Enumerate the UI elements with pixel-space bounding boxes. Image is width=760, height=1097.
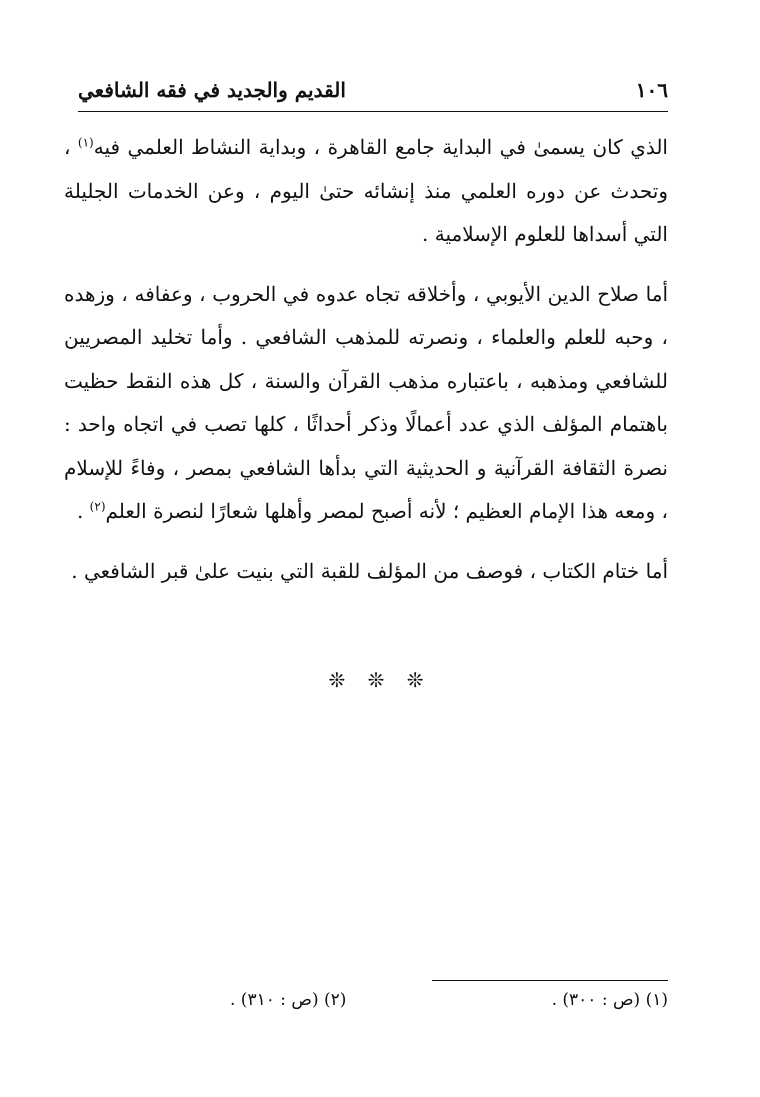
footnote-2: (٢) (ص : ٣١٠) . [230, 990, 347, 1010]
paragraph-1-text-a: الذي كان يسمىٰ في البداية جامع القاهرة ، وبداية النشاط العلمي فيه [93, 135, 668, 159]
paragraph-2-text-b: . [76, 499, 90, 523]
footnotes [230, 990, 668, 1010]
paragraph-2 [64, 273, 668, 534]
paragraph-2-text-a: أما صلاح الدين الأيوبي ، وأخلاقه تجاه عدوه في الحروب ، وعفافه ، وزهده ، وحبه للعلم والعلماء ، ونصرته للمذهب الشافعي . وأما تخليد المصريين للشافعي ومذهبه ، باعتباره مذهب القرآن والسنة ، كل هذه النقط حظيت باهتمام المؤلف الذي عدد أعمالًا وذكر أحداثًا ، كلها تصب في اتجاه واحد : نصرة الثقافة القرآنية و الحديثية التي بدأها الشافعي بمصر ، وفاءً للإسلام ، ومعه هذا الإمام العظيم ؛ لأنه أصبح لمصر وأهلها شعارًا لنصرة العلم [64, 281, 668, 523]
footnote-rule [432, 980, 668, 981]
section-separator: ❊ ❊ ❊ [328, 668, 432, 692]
paragraph-3-text-a: أما ختام الكتاب ، فوصف من المؤلف للقبة التي بنيت علىٰ قبر الشافعي . [71, 558, 668, 583]
paragraph-1 [64, 126, 668, 257]
footnote-1: (١) (ص : ٣٠٠) . [551, 990, 668, 1010]
paragraph-1-text-b: ، وتحدث عن دوره العلمي منذ إنشائه حتىٰ اليوم ، وعن الخدمات الجليلة التي أسداها للعلوم الإسلامية . [64, 135, 668, 246]
header-rule [78, 111, 668, 112]
footnote-ref-1: (١) [77, 135, 94, 150]
page-header [78, 72, 668, 108]
body-text [64, 126, 668, 609]
page-number: ١٠٦ [635, 78, 668, 102]
paragraph-3 [64, 550, 668, 594]
footnote-ref-2: (٢) [89, 499, 106, 514]
running-title: القديم والجديد في فقه الشافعي [78, 78, 346, 102]
